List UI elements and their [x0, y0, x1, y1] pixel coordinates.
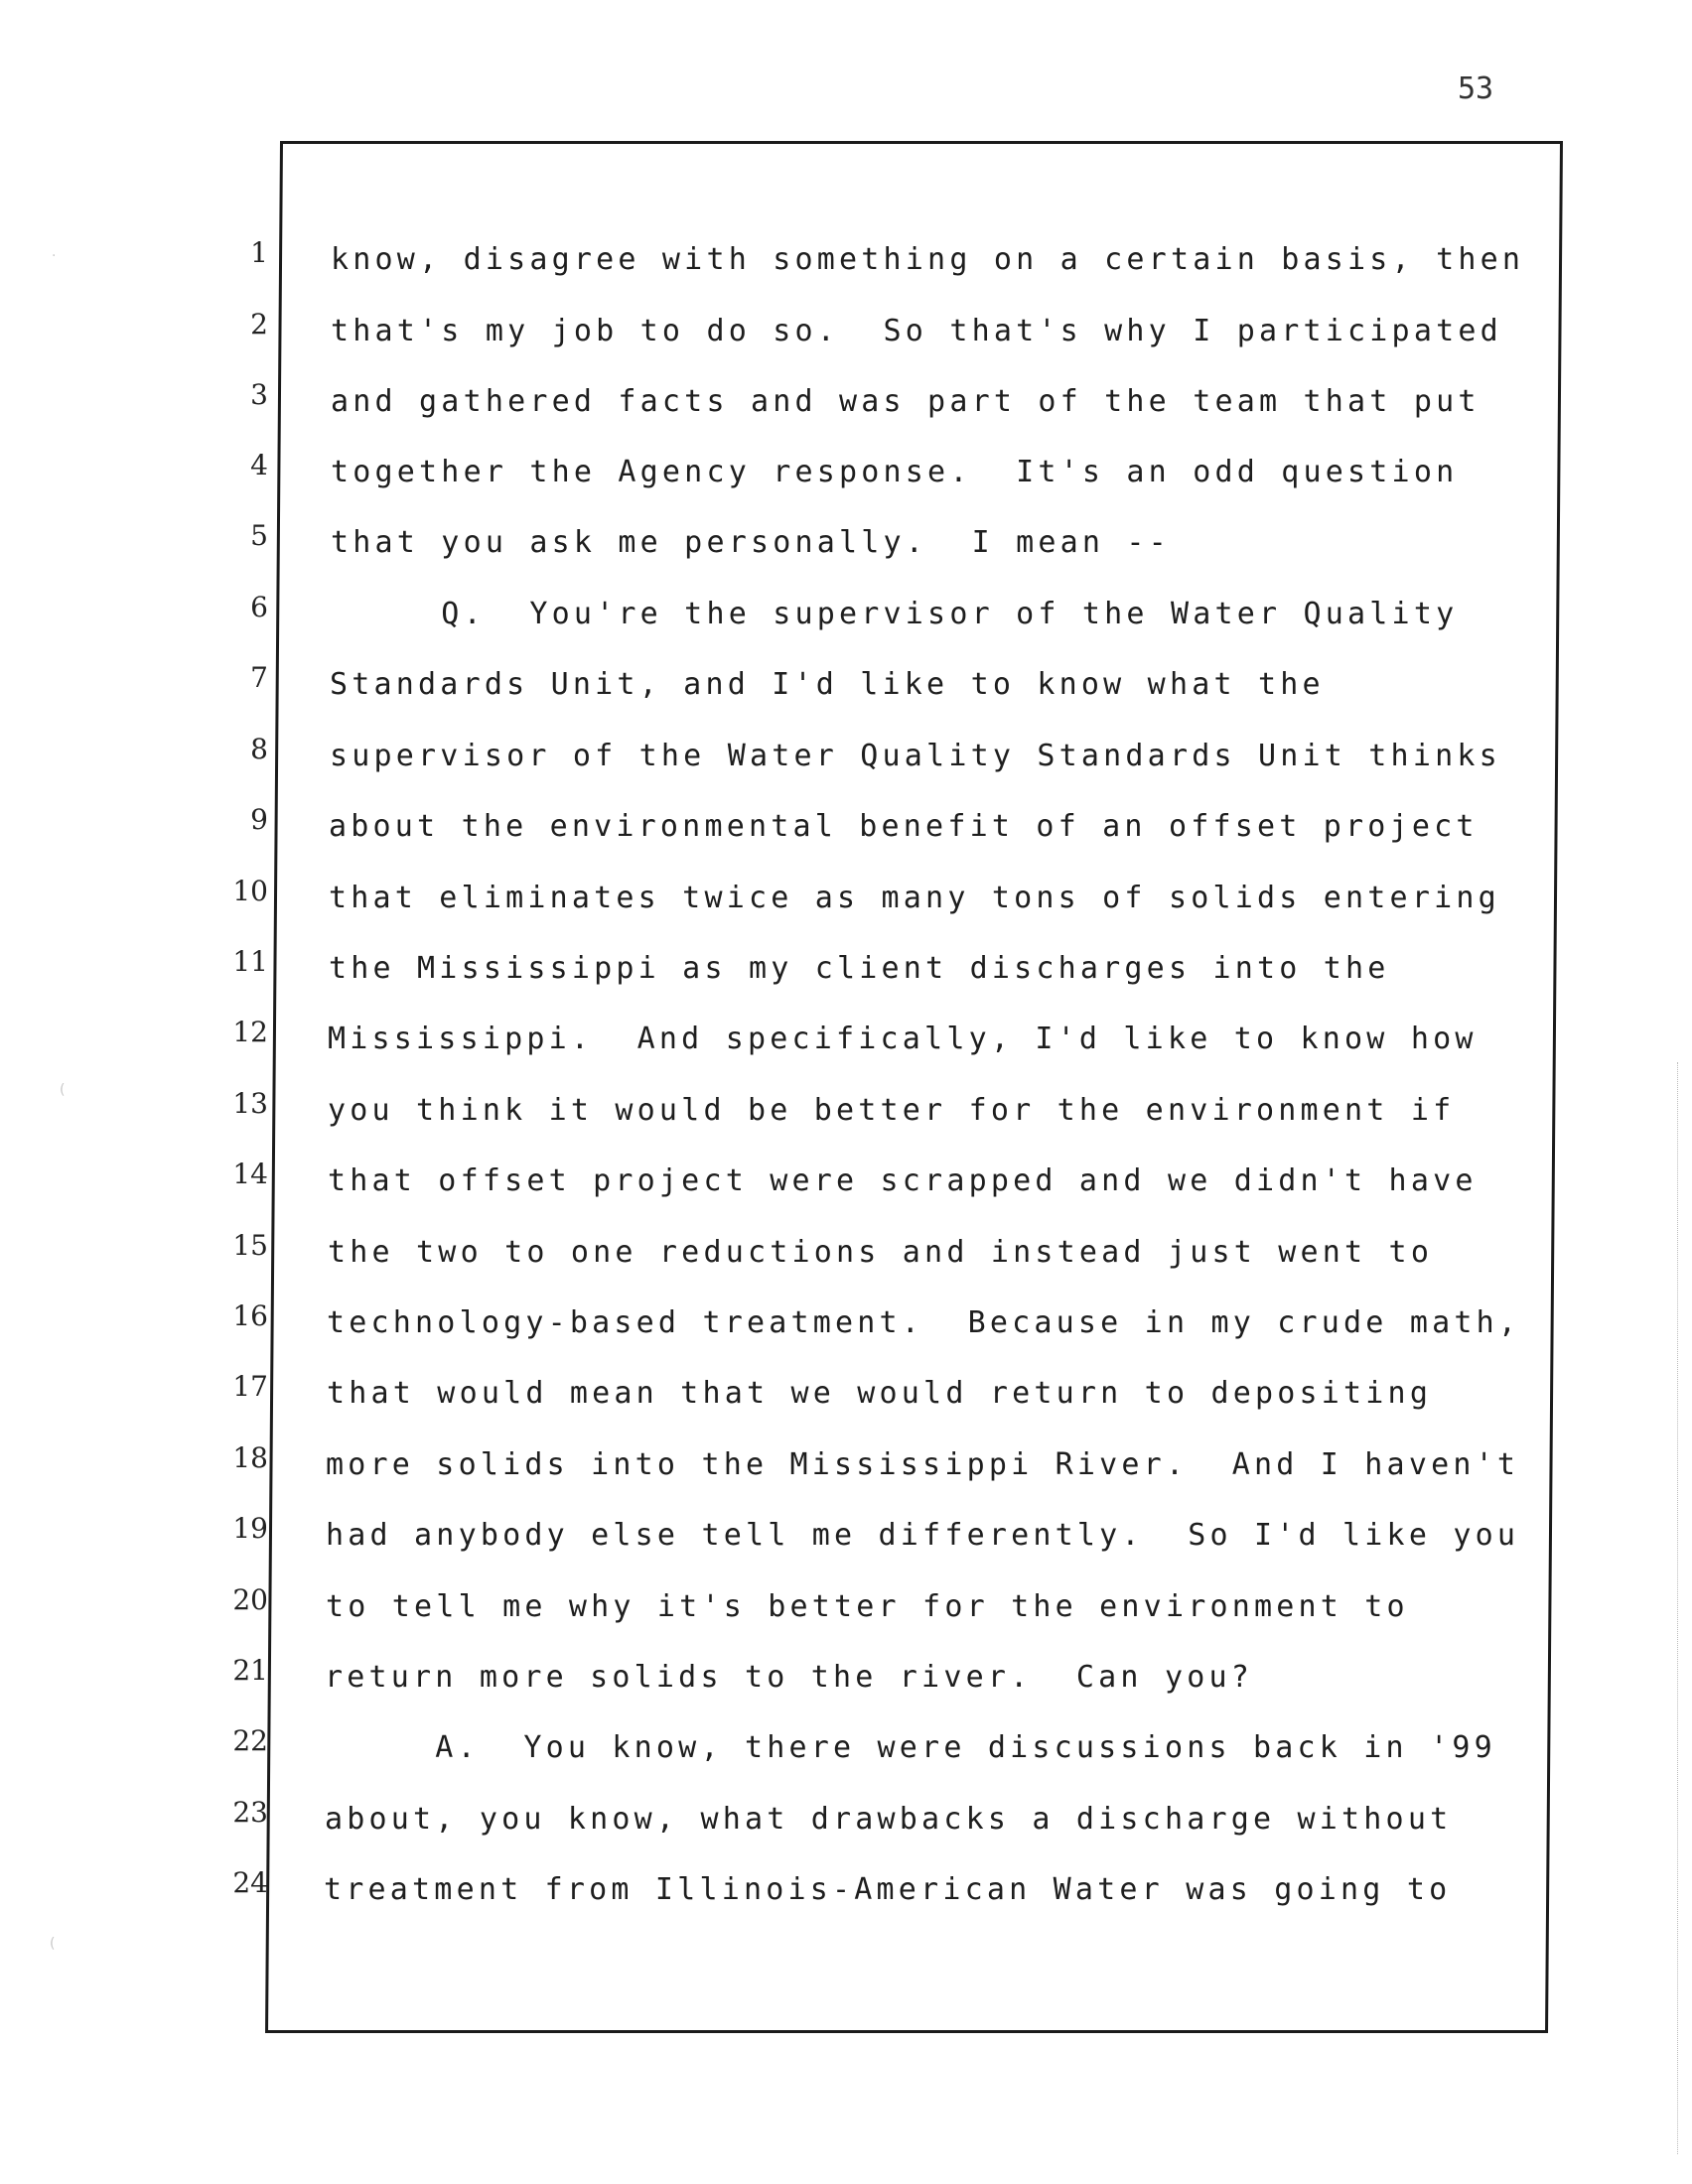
line-number: 15 [232, 1229, 268, 1262]
line-number: 18 [232, 1441, 268, 1474]
line-number: 22 [232, 1724, 268, 1757]
transcript-line: that eliminates twice as many tons of solids entering [329, 881, 1500, 915]
transcript-line: to tell me why it's better for the environment to [326, 1589, 1409, 1624]
line-number: 9 [250, 803, 268, 836]
line-number: 10 [232, 875, 268, 907]
transcript-line: had anybody else tell me differently. So I'd like you [326, 1518, 1520, 1553]
transcript-line: treatment from Illinois-American Water was going to [324, 1872, 1452, 1907]
line-number: 12 [232, 1016, 268, 1048]
transcript-line: Standards Unit, and I'd like to know what the [330, 667, 1325, 702]
line-number: 8 [250, 733, 268, 765]
transcript-line: A. You know, there were discussions back in '99 [325, 1730, 1496, 1765]
transcript-line: together the Agency response. It's an odd question [331, 455, 1459, 489]
transcript-line: more solids into the Mississippi River. And I haven't [326, 1447, 1520, 1482]
line-number: 11 [232, 945, 268, 978]
line-number: 1 [250, 236, 268, 269]
line-number: 6 [250, 591, 268, 623]
margin-speck: ( [50, 1936, 56, 1952]
transcript-line: about the environmental benefit of an offset project [329, 809, 1479, 844]
transcript-line: that offset project were scrapped and we didn't have [328, 1163, 1478, 1198]
transcript-line: technology-based treatment. Because in my crude math, [327, 1305, 1521, 1340]
line-number: 5 [250, 519, 268, 552]
line-number: 2 [250, 308, 268, 341]
transcript-line: return more solids to the river. Can you? [325, 1660, 1253, 1695]
line-number: 13 [232, 1087, 268, 1120]
line-number: 23 [232, 1796, 268, 1829]
line-number: 14 [232, 1158, 268, 1190]
line-number: 3 [250, 378, 268, 411]
line-number: 24 [232, 1866, 268, 1899]
line-number: 21 [232, 1654, 268, 1687]
margin-speck: ( [60, 1082, 66, 1098]
transcript-line: that's my job to do so. So that's why I participated [331, 314, 1502, 348]
transcript-line: the Mississippi as my client discharges into the [329, 951, 1390, 986]
transcript-line: about, you know, what drawbacks a discharge without [325, 1802, 1453, 1837]
transcript-line: you think it would be better for the environment if [328, 1093, 1456, 1128]
transcript-line: Mississippi. And specifically, I'd like to know how [328, 1022, 1478, 1056]
line-number: 17 [232, 1370, 268, 1403]
line-number: 7 [250, 661, 268, 694]
line-number: 19 [232, 1512, 268, 1545]
page-number: 53 [1458, 71, 1494, 106]
transcript-line: Q. You're the supervisor of the Water Quality [331, 597, 1459, 631]
line-number: 20 [232, 1583, 268, 1616]
transcript-line: the two to one reductions and instead just went to [328, 1235, 1434, 1270]
line-number: 16 [232, 1299, 268, 1332]
transcript-line: supervisor of the Water Quality Standards Unit thinks [330, 739, 1501, 773]
line-number: 4 [250, 449, 268, 481]
transcript-line: and gathered facts and was part of the team that put [331, 384, 1480, 419]
margin-speck: · [52, 248, 57, 264]
transcript-line: that you ask me personally. I mean -- [331, 525, 1171, 560]
transcript-line: know, disagree with something on a certain basis, then [331, 242, 1525, 277]
transcript-line: that would mean that we would return to depositing [327, 1376, 1433, 1411]
